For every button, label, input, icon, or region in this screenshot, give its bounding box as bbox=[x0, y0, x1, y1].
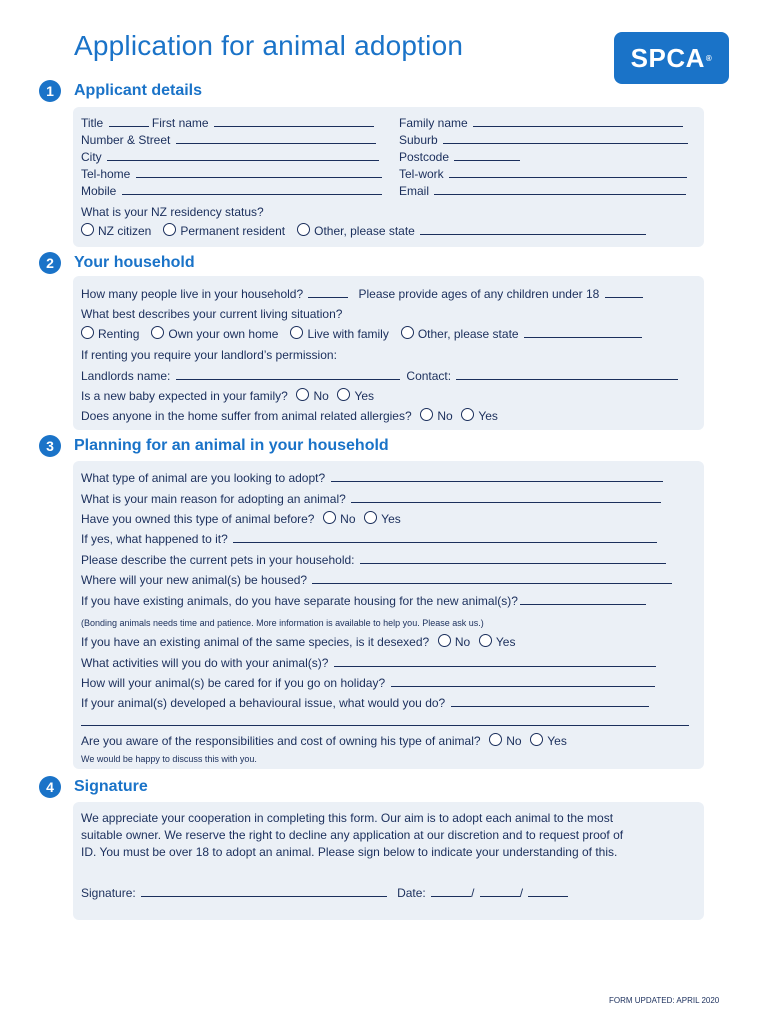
date-separator: / bbox=[519, 886, 524, 900]
email-label: Email bbox=[399, 184, 430, 198]
number-street-field[interactable] bbox=[176, 132, 376, 144]
signature-paragraph-line-2: suitable owner. We reserve the right to decline any application at our discretion and to request proof of bbox=[81, 828, 624, 842]
separate-housing-field[interactable] bbox=[520, 593, 646, 605]
landlord-name-field[interactable] bbox=[176, 368, 400, 380]
live-family-label: Live with family bbox=[307, 327, 389, 341]
ages-question: Please provide ages of any children under 18 bbox=[358, 287, 600, 301]
mobile-field[interactable] bbox=[122, 183, 382, 195]
city-label: City bbox=[81, 150, 102, 164]
city-field[interactable] bbox=[107, 149, 379, 161]
housed-question: Where will your new animal(s) be housed? bbox=[81, 573, 308, 587]
separate-housing-question: If you have existing animals, do you have separate housing for the new animal(s)? bbox=[81, 594, 518, 608]
date-year-field[interactable] bbox=[528, 885, 568, 897]
date-day-field[interactable] bbox=[431, 885, 471, 897]
allergy-no-radio[interactable] bbox=[420, 408, 433, 421]
discuss-note: We would be happy to discuss this with you. bbox=[81, 754, 257, 764]
allergy-yes-label: Yes bbox=[478, 409, 498, 423]
residency-other-label: Other, please state bbox=[314, 224, 415, 238]
suburb-label: Suburb bbox=[399, 133, 438, 147]
behaviour-field-line-2[interactable] bbox=[81, 714, 689, 726]
holiday-question: How will your animal(s) be cared for if you go on holiday? bbox=[81, 676, 386, 690]
living-other-radio[interactable] bbox=[401, 326, 414, 339]
section-2-title: Your household bbox=[74, 254, 195, 271]
contact-field[interactable] bbox=[456, 368, 678, 380]
section-1-title: Applicant details bbox=[74, 82, 203, 99]
baby-yes-label: Yes bbox=[354, 389, 375, 403]
owned-no-radio[interactable] bbox=[323, 511, 336, 524]
landlord-note: If renting you require your landlord’s permission: bbox=[81, 348, 337, 362]
animal-type-field[interactable] bbox=[331, 470, 663, 482]
section-1-number: 1 bbox=[39, 80, 61, 102]
owned-before-question: Have you owned this type of animal before? bbox=[81, 512, 315, 526]
desexed-no-label: No bbox=[454, 635, 471, 649]
section-3-title: Planning for an animal in your household bbox=[74, 437, 389, 454]
signature-panel bbox=[73, 802, 704, 920]
tel-home-label: Tel-home bbox=[81, 167, 131, 181]
desexed-no-radio[interactable] bbox=[438, 634, 451, 647]
living-question: What best describes your current living situation? bbox=[81, 307, 343, 321]
email-field[interactable] bbox=[434, 183, 686, 195]
household-panel bbox=[73, 276, 704, 430]
baby-no-label: No bbox=[313, 389, 329, 403]
form-title: Application for animal adoption bbox=[74, 30, 464, 61]
living-other-label: Other, please state bbox=[417, 327, 519, 341]
signature-field[interactable] bbox=[141, 885, 387, 897]
activities-question: What activities will you do with your animal(s)? bbox=[81, 656, 329, 670]
signature-paragraph-line-1: We appreciate your cooperation in completing this form. Our aim is to adopt each animal to the most bbox=[81, 811, 614, 825]
happened-question: If yes, what happened to it? bbox=[81, 532, 228, 546]
baby-question: Is a new baby expected in your family? bbox=[81, 389, 288, 403]
nz-citizen-label: NZ citizen bbox=[98, 224, 152, 238]
section-2-number: 2 bbox=[39, 252, 61, 274]
first-name-label: First name bbox=[151, 116, 209, 130]
date-month-field[interactable] bbox=[480, 885, 520, 897]
signature-paragraph-line-3: ID. You must be over 18 to adopt an animal. Please sign below to indicate your understanding of this. bbox=[81, 845, 618, 859]
family-name-field[interactable] bbox=[473, 115, 683, 127]
live-family-radio[interactable] bbox=[290, 326, 303, 339]
residency-other-radio[interactable] bbox=[297, 223, 310, 236]
allergy-question: Does anyone in the home suffer from animal related allergies? bbox=[81, 409, 412, 423]
tel-home-field[interactable] bbox=[136, 166, 382, 178]
people-field[interactable] bbox=[308, 286, 348, 298]
date-label: Date: bbox=[397, 886, 426, 900]
date-separator: / bbox=[471, 886, 475, 900]
postcode-field[interactable] bbox=[454, 149, 520, 161]
living-other-field[interactable] bbox=[524, 326, 642, 338]
title-label: Title bbox=[81, 116, 104, 130]
signature-label: Signature: bbox=[81, 886, 136, 900]
aware-question: Are you aware of the responsibilities and cost of owning his type of animal? bbox=[81, 734, 481, 748]
current-pets-question: Please describe the current pets in your household: bbox=[81, 553, 355, 567]
bonding-note: (Bonding animals needs time and patience. More information is available to help you. Please ask us.) bbox=[81, 618, 484, 628]
family-name-label: Family name bbox=[399, 116, 468, 130]
aware-yes-label: Yes bbox=[547, 734, 567, 748]
nz-citizen-radio[interactable] bbox=[81, 223, 94, 236]
reason-question: What is your main reason for adopting an animal? bbox=[81, 492, 346, 506]
renting-radio[interactable] bbox=[81, 326, 94, 339]
mobile-label: Mobile bbox=[81, 184, 117, 198]
ages-field[interactable] bbox=[605, 286, 643, 298]
tel-work-label: Tel-work bbox=[399, 167, 444, 181]
permanent-resident-radio[interactable] bbox=[163, 223, 176, 236]
allergy-no-label: No bbox=[437, 409, 453, 423]
aware-yes-radio[interactable] bbox=[530, 733, 543, 746]
renting-label: Renting bbox=[98, 327, 140, 341]
behaviour-question: If your animal(s) developed a behavioural issue, what would you do? bbox=[81, 696, 446, 710]
own-home-radio[interactable] bbox=[151, 326, 164, 339]
number-street-label: Number & Street bbox=[81, 133, 171, 147]
owned-yes-radio[interactable] bbox=[364, 511, 377, 524]
baby-no-radio[interactable] bbox=[296, 388, 309, 401]
aware-no-radio[interactable] bbox=[489, 733, 502, 746]
permanent-resident-label: Permanent resident bbox=[180, 224, 286, 238]
owned-no-label: No bbox=[340, 512, 356, 526]
baby-yes-radio[interactable] bbox=[337, 388, 350, 401]
holiday-field[interactable] bbox=[391, 675, 655, 687]
spca-logo: SPCA ® bbox=[614, 32, 729, 84]
applicant-panel bbox=[73, 107, 704, 247]
residency-other-field[interactable] bbox=[420, 223, 646, 235]
title-field[interactable] bbox=[109, 115, 149, 127]
section-4-number: 4 bbox=[39, 776, 61, 798]
landlord-name-label: Landlords name: bbox=[81, 369, 171, 383]
animal-type-question: What type of animal are you looking to adopt? bbox=[81, 471, 326, 485]
first-name-field[interactable] bbox=[214, 115, 374, 127]
happened-field[interactable] bbox=[233, 531, 657, 543]
current-pets-field[interactable] bbox=[360, 552, 666, 564]
contact-label: Contact: bbox=[406, 369, 452, 383]
planning-panel bbox=[73, 461, 704, 769]
form-updated-note: FORM UPDATED: APRIL 2020 bbox=[609, 996, 720, 1005]
section-4-title: Signature bbox=[74, 778, 148, 795]
activities-field[interactable] bbox=[334, 655, 656, 667]
tel-work-field[interactable] bbox=[449, 166, 687, 178]
behaviour-field[interactable] bbox=[451, 695, 649, 707]
desexed-question: If you have an existing animal of the same species, is it desexed? bbox=[81, 635, 430, 649]
own-home-label: Own your own home bbox=[168, 327, 279, 341]
suburb-field[interactable] bbox=[443, 132, 688, 144]
desexed-yes-radio[interactable] bbox=[479, 634, 492, 647]
desexed-yes-label: Yes bbox=[495, 635, 516, 649]
owned-yes-label: Yes bbox=[381, 512, 401, 526]
section-3-number: 3 bbox=[39, 435, 61, 457]
housed-field[interactable] bbox=[312, 572, 672, 584]
postcode-label: Postcode bbox=[399, 150, 450, 164]
allergy-yes-radio[interactable] bbox=[461, 408, 474, 421]
aware-no-label: No bbox=[506, 734, 522, 748]
reason-field[interactable] bbox=[351, 491, 661, 503]
residency-question: What is your NZ residency status? bbox=[81, 205, 264, 219]
people-question: How many people live in your household? bbox=[81, 287, 304, 301]
